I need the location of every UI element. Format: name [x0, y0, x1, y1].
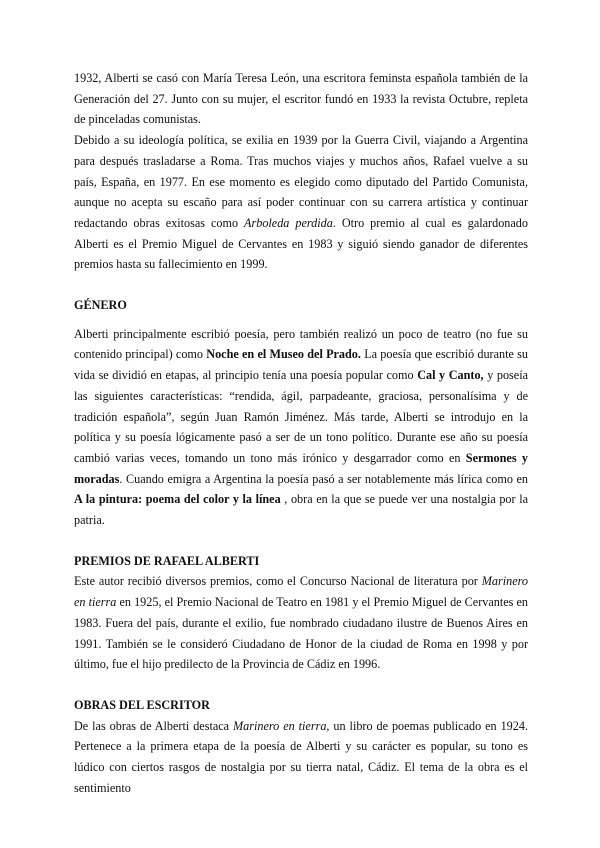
work-title-marinero: Marinero en tierra [74, 574, 528, 610]
section-heading-premios: PREMIOS DE RAFAEL ALBERTI [74, 553, 260, 568]
obras-paragraph: De las obras de Alberti destaca Marinero en tierra, un libro de poemas publicado en 1924. Pertenece a la primera etapa de la poesía de Alberti y su carácter es popular, su tono es lúdico con ciertos rasgos de nostalgia por su tierra natal, Cádiz. El tema de la obra es el sentimiento [74, 718, 528, 795]
genero-paragraph: Alberti principalmente escribió poesía, pero también realizó un poco de teatro (no fue su contenido principal) como Noche en el Museo del Prado. La poesía que escribió durante su vida se dividió en etapas, al principio tenía una poesía popular como Cal y Canto, y poseía las siguientes características: “rendida, ágil, parpadeante, graciosa, personalísima y de tradición española”, según Juan Ramón Jiménez. Más tarde, Alberti se introdujo en la política y su poesía lógicamente pasó a ser de un tono político. Durante ese año su poesía cambió varias veces, tomando un tono más irónico y desgarrador como en Sermones y moradas. Cuando emigra a Argentina la poesía pasó a ser notablemente más lírica como en A la pintura: poema del color y la línea , obra en la que se puede ver una nostalgia por la patria. [74, 326, 529, 528]
work-title-sermones: Sermones y moradas [74, 450, 528, 486]
work-title-arboleda: Arboleda perdida [244, 215, 333, 230]
document-body [74, 68, 528, 799]
premios-paragraph: Este autor recibió diversos premios, como el Concurso Nacional de literatura por Marinero en tierra en 1925, el Premio Nacional de Teatro en 1981 y el Premio Miguel de Cervantes en 1983. Fuera del país, durante el exilio, fue nombrado ciudadano ilustre de Buenos Aires en 1991. También se le consideró Ciudadano de Honor de la ciudad de Roma en 1998 y por último, fue el hijo predilecto de la Provincia de Cádiz en 1996. [74, 574, 528, 672]
work-title-a-la-pintura: A la pintura: poema del color y la línea [74, 492, 281, 507]
work-title-noche: Noche en el Museo del Prado. [206, 347, 361, 362]
section-heading-obras: OBRAS DEL ESCRITOR [74, 697, 210, 712]
work-title-cal-y-canto: Cal y Canto, [417, 368, 484, 383]
intro-paragraph-marriage: 1932, Alberti se casó con María Teresa León, una escritora feminsta española también de la Generación del 27. Junto con su mujer, el escritor fundó en 1933 la revista Octubre, repleta de pinceladas comunistas. [74, 71, 528, 127]
intro-paragraph-exile: Debido a su ideología política, se exilia en 1939 por la Guerra Civil, viajando a Argentina para después trasladarse a Roma. Tras muchos viajes y muchos años, Rafael vuelve a su país, España, en 1977. En ese momento es elegido como diputado del Partido Comunista, aunque no acepta su escaño para así poder continuar con su carrera artística y continuar redactando obras exitosas como Arboleda perdida. Otro premio al cual es galardonado Alberti es el Premio Miguel de Cervantes en 1983 y siguió siendo ganador de diferentes premios hasta su fallecimiento en 1999. [74, 133, 528, 272]
work-title-marinero-2: Marinero en tierra, [233, 718, 330, 733]
section-heading-genero: GÉNERO [74, 298, 127, 313]
